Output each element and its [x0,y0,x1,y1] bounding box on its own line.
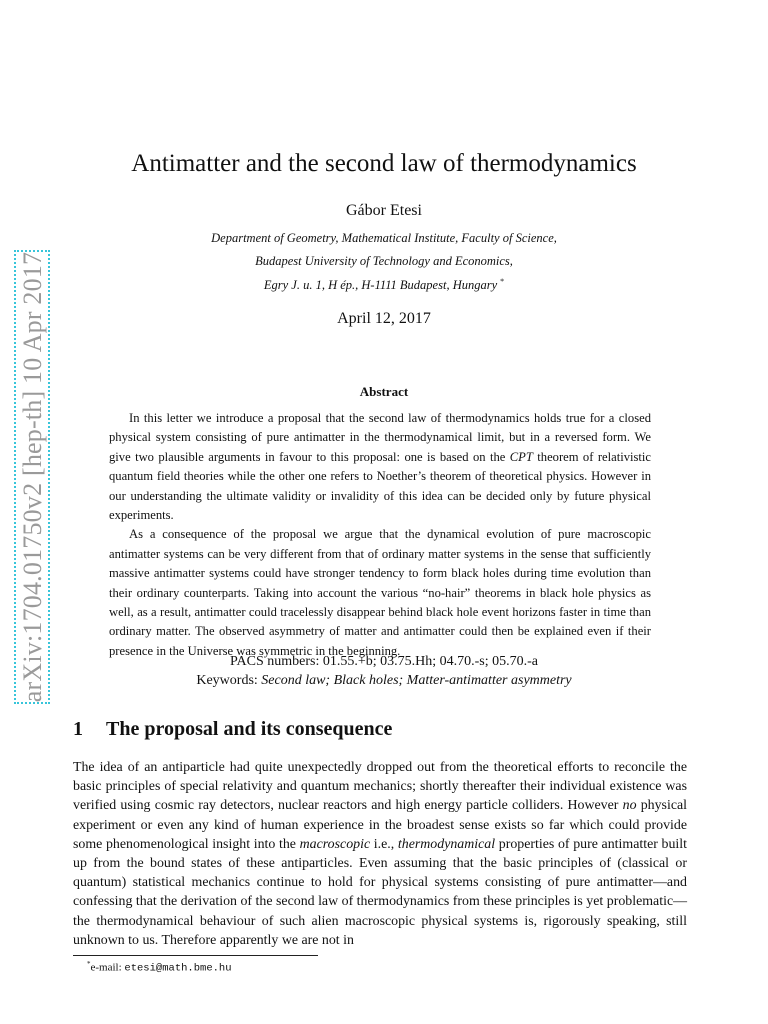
section-title: The proposal and its consequence [106,718,393,740]
keywords-label: Keywords: [196,673,262,688]
section-heading [73,718,392,741]
abstract-paragraph-1: In this letter we introduce a proposal that the second law of thermodynamics holds true for a closed physical system consisting of pure antimatter in the thermodynamical limit, but in a reversed form. We give two plausible arguments in favour to this proposal: one is based on the CPT theorem of relativistic quantum field theories while the other one refers to Noether’s theorem of theoretical physics. However in our understanding the ultimate validity or invalidity of this idea can be decided only by future physical experiments. [109,411,651,523]
paper-title: Antimatter and the second law of thermodynamics [131,150,637,177]
emphasis-no: no [622,798,637,814]
section-number: 1 [73,718,83,740]
footnote-marker: * [87,960,91,968]
cpt-term: CPT [509,449,533,464]
keywords-value: Second law; Black holes; Matter-antimatter asymmetry [261,673,572,688]
affiliation-line-2: Budapest University of Technology and Economics, [255,254,513,268]
paper-author: Gábor Etesi [346,202,422,219]
affiliation-address: Egry J. u. 1, H ép., H-1111 Budapest, Hungary [263,278,498,293]
keywords [0,673,768,689]
footnote-label: e-mail: [90,961,125,974]
affiliation-line-3 [0,277,768,293]
emphasis-thermodynamical: thermodynamical [397,836,496,852]
paper-date: April 12, 2017 [337,310,431,327]
footnote [87,960,232,975]
footnote-rule [73,955,318,956]
body-paragraph: The idea of an antiparticle had quite unexpectedly dropped out from the theoretical efforts to reconcile the basic principles of special relativity and quantum mechanics; shortly thereafter their individual existence was verified using cosmic ray detectors, nuclear reactors and high energy particle colliders. However no physical experiment or even any kind of human experience in the broadest sense exists so far which could provide some phenomenological insight into the macroscopic i.e., thermodynamical properties of pure antimatter built up from the bound states of these antiparticles. Even assuming that the basic principles of (classical or quantum) statistical mechanics continue to hold for physical systems consisting of pure antimatter—and confessing that the derivation of the second law of thermodynamics from these principles is yet problematic—the thermodynamical behaviour of such alien macroscopic physical systems is, rigorously speaking, still unknown to us. Therefore apparently we are not in [73,760,688,948]
abstract-body [109,409,651,661]
abstract-paragraph-2: As a consequence of the proposal we argue that the dynamical evolution of pure macroscopic antimatter systems can be very different from that of ordinary matter systems in the sense that sufficiently massive antimatter systems could have stronger tendency to form black holes during time evolution than their ordinary counterparts. Taking into account the various “no-hair” theorems in black hole physics as well, as a result, antimatter could tracelessly disappear behind black hole event horizons faster in time than ordinary matter. The observed asymmetry of matter and antimatter could then be explained even if their presence in the Universe was symmetric in the beginning. [109,527,651,658]
footnote-email[interactable]: etesi@math.bme.hu [124,962,232,975]
arxiv-id[interactable]: arXiv:1704.01750v2 [hep-th] 10 Apr 2017 [18,251,47,703]
footnote-mark[interactable]: * [500,277,505,286]
affiliation-line-1: Department of Geometry, Mathematical Institute, Faculty of Science, [211,231,557,245]
pacs-numbers: PACS numbers: 01.55.+b; 03.75.Hh; 04.70.-s; 05.70.-a [230,654,538,669]
abstract-heading: Abstract [359,384,409,399]
emphasis-macroscopic: macroscopic [299,836,371,852]
